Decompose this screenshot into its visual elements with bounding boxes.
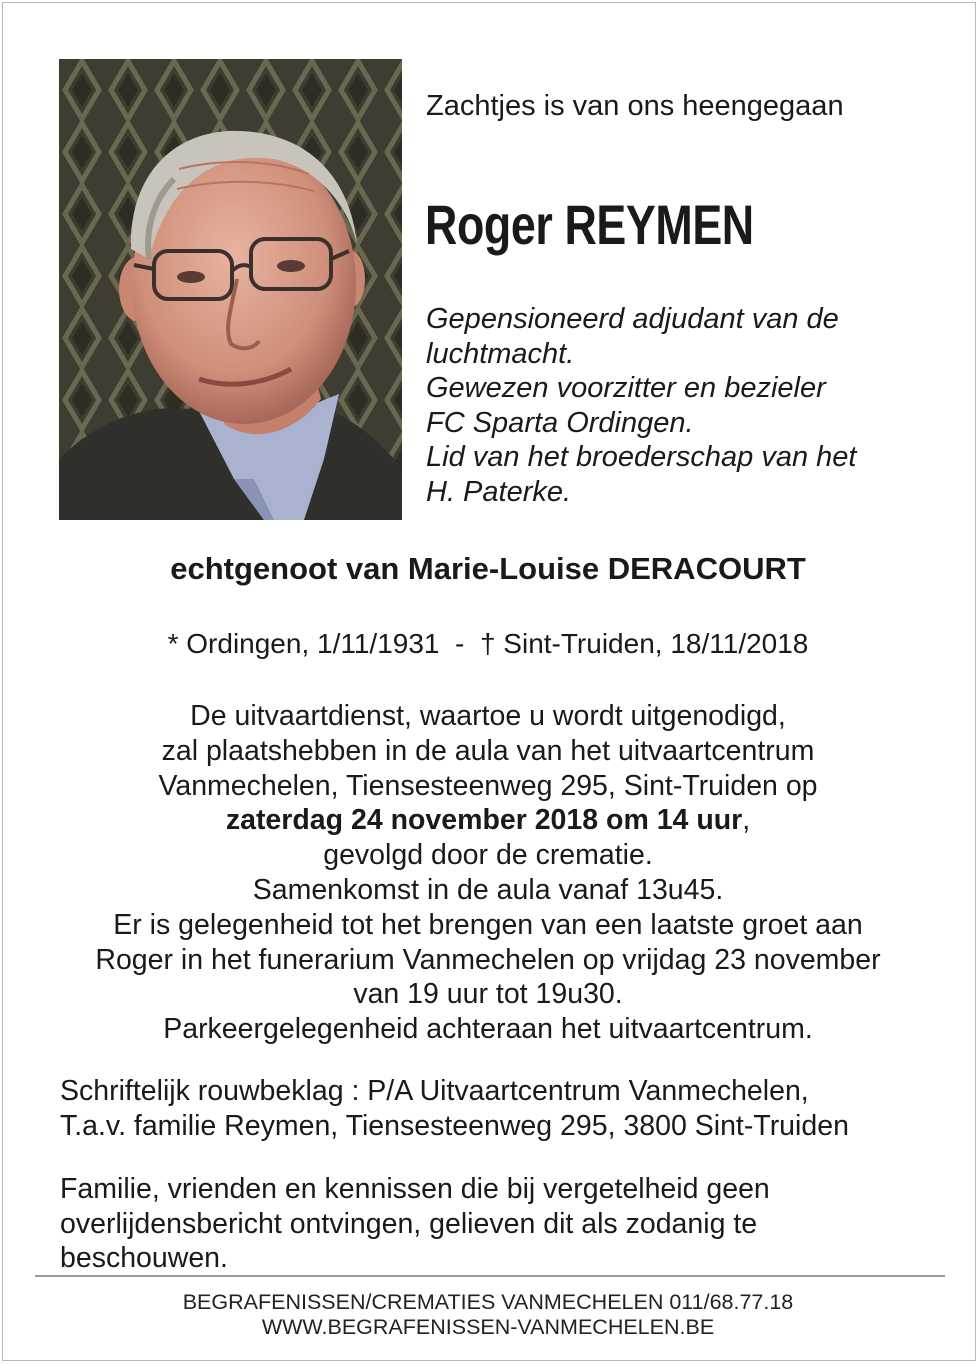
service-line: Samenkomst in de aula vanaf 13u45.	[252, 873, 724, 906]
family-note-line: Familie, vrienden en kennissen die bij vergetelheid geen	[60, 1173, 770, 1205]
deceased-name: Roger REYMEN	[425, 193, 754, 256]
portrait-illustration	[59, 59, 402, 520]
titles-block	[426, 302, 946, 509]
funeral-home-footer	[0, 1290, 976, 1340]
service-line: van 19 uur tot 19u30.	[353, 978, 623, 1011]
service-line: gevolgd door de crematie.	[323, 839, 653, 872]
title-line: luchtmacht.	[426, 337, 575, 370]
service-line: zal plaatshebben in de aula van het uitvaartcentrum	[161, 734, 815, 767]
condolences-line: T.a.v. familie Reymen, Tiensesteenweg 295, 3800 Sint-Truiden	[60, 1109, 849, 1142]
service-line: Parkeergelegenheid achteraan het uitvaartcentrum.	[163, 1013, 813, 1046]
service-date-line	[0, 803, 976, 838]
footer-company: BEGRAFENISSEN/CREMATIES VANMECHELEN 011/68.77.18	[182, 1290, 794, 1314]
service-date: zaterdag 24 november 2018 om 14 uur	[225, 804, 743, 837]
family-note-line: overlijdensbericht ontvingen, gelieven dit als zodanig te	[60, 1207, 758, 1240]
family-note-line: beschouwen.	[60, 1242, 228, 1274]
birth-death-dates: * Ordingen, 1/11/1931 - † Sint-Truiden, 18/11/2018	[167, 628, 809, 659]
service-line: Roger in het funerarium Vanmechelen op vrijdag 23 november	[95, 943, 881, 976]
title-line: Lid van het broederschap van het	[426, 441, 857, 473]
service-date-suffix: ,	[742, 804, 751, 837]
family-note	[60, 1172, 960, 1276]
title-line: H. Paterke.	[426, 475, 572, 508]
service-line: De uitvaartdienst, waartoe u wordt uitgenodigd,	[190, 700, 786, 732]
intro-text: Zachtjes is van ons heengegaan	[426, 90, 844, 122]
title-line: Gewezen voorzitter en bezieler	[426, 372, 826, 404]
service-line: Er is gelegenheid tot het brengen van een laatste groet aan	[113, 908, 863, 941]
footer-website: WWW.BEGRAFENISSEN-VANMECHELEN.BE	[261, 1315, 715, 1339]
portrait-photo	[59, 59, 402, 520]
condolences-address	[60, 1074, 960, 1143]
spouse-line: echtgenoot van Marie-Louise DERACOURT	[170, 551, 806, 586]
title-line: Gepensioneerd adjudant van de	[426, 303, 839, 335]
footer-divider	[35, 1275, 945, 1277]
service-line: Vanmechelen, Tiensesteenweg 295, Sint-Truiden op	[158, 769, 818, 802]
title-line: FC Sparta Ordingen.	[426, 406, 694, 439]
condolences-line: Schriftelijk rouwbeklag : P/A Uitvaartcentrum Vanmechelen,	[60, 1075, 809, 1107]
service-details	[0, 699, 976, 1047]
